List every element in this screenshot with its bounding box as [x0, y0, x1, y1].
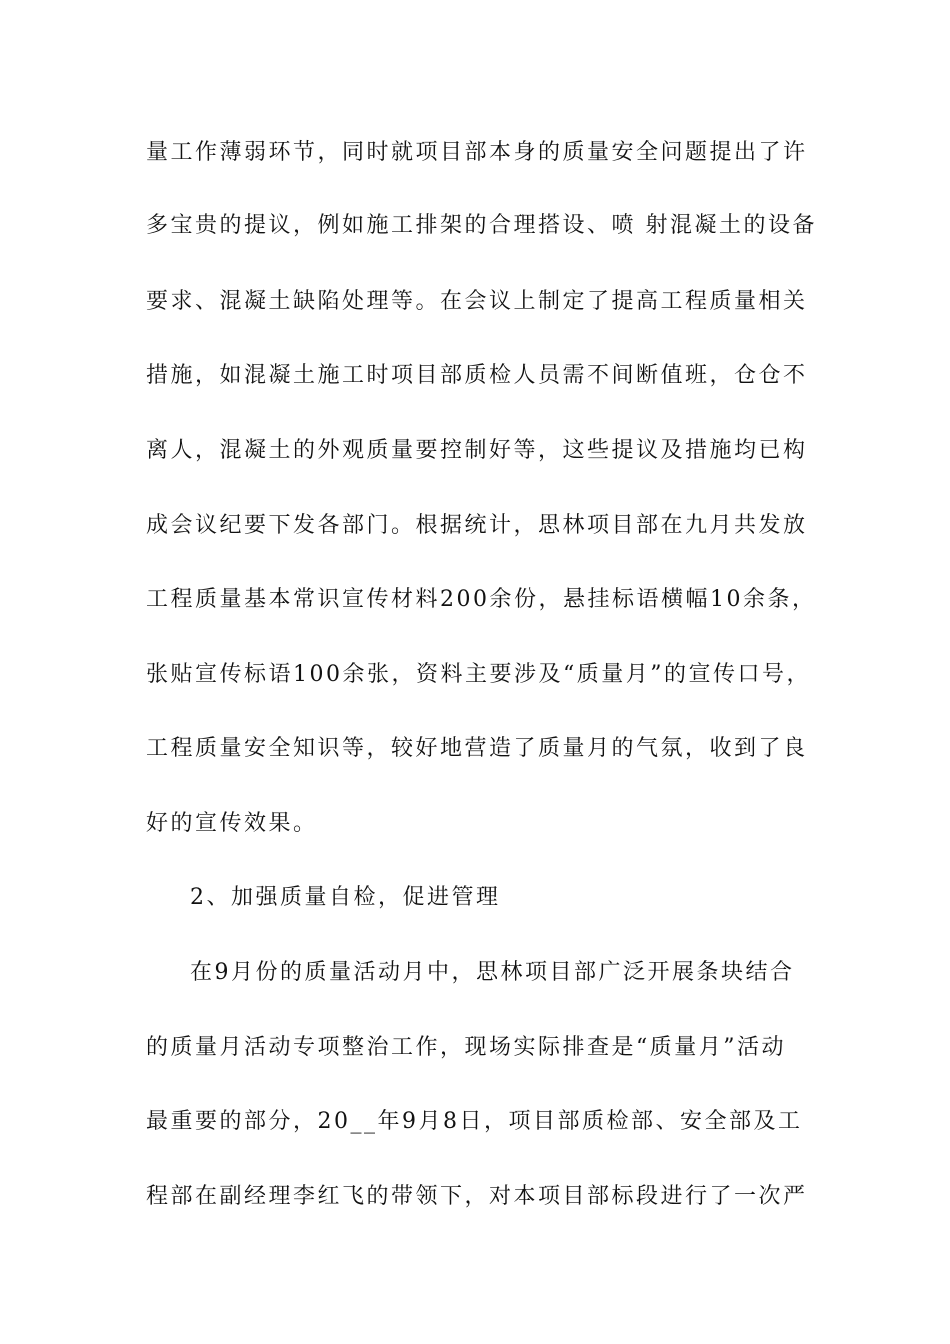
paragraph-line: 好的宣传效果。: [146, 811, 318, 836]
paragraph-line: 最重要的部分，20__年9月8日，项目部质检部、安全部及工: [146, 1109, 803, 1134]
paragraph-line: 的质量月活动专项整治工作，现场实际排查是“质量月”活动: [146, 1035, 786, 1060]
paragraph-line: 离人，混凝土的外观质量要控制好等，这些提议及措施均已构: [146, 438, 808, 463]
section-heading: 2、加强质量自检，促进管理: [190, 885, 501, 910]
paragraph-line: 工程质量安全知识等，较好地营造了质量月的气氛，收到了良: [146, 736, 808, 761]
paragraph-line: 要求、混凝土缺陷处理等。在会议上制定了提高工程质量相关: [146, 289, 808, 314]
paragraph-line: 措施，如混凝土施工时项目部质检人员需不间断值班，仓仓不: [146, 363, 808, 388]
paragraph-line: 张贴宣传标语100余张，资料主要涉及“质量月”的宣传口号，: [146, 662, 811, 687]
paragraph-line: 工程质量基本常识宣传材料200余份，悬挂标语横幅10余条，: [146, 587, 817, 612]
paragraph-line: 在9月份的质量活动月中，思林项目部广泛开展条块结合: [190, 960, 795, 985]
paragraph-line: 量工作薄弱环节，同时就项目部本身的质量安全问题提出了许: [146, 140, 808, 165]
paragraph-line: 多宝贵的提议，例如施工排架的合理搭设、喷 射混凝土的设备: [146, 213, 817, 238]
paragraph-line: 程部在副经理李红飞的带领下，对本项目部标段进行了一次严: [146, 1184, 808, 1209]
paragraph-line: 成会议纪要下发各部门。根据统计，思林项目部在九月共发放: [146, 513, 808, 538]
